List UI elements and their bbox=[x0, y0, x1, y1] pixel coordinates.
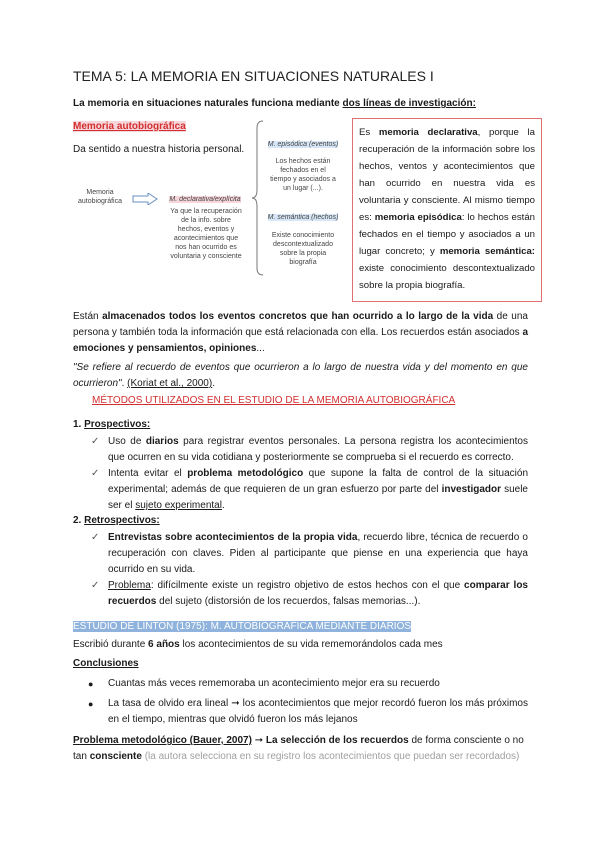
text-segment: dos líneas de investigación: bbox=[342, 98, 476, 109]
text-segment: sujeto experimental bbox=[135, 500, 222, 511]
semantic-label: M. semántica (hechos) bbox=[267, 214, 339, 221]
text-segment: La tasa de olvido era lineal ➞ los acontecimientos que mejor recordó fueron los más próximos en el tiempo, mientras que olvidó fueron los más lejanos bbox=[108, 698, 528, 725]
text-segment: los acontecimientos de su vida rememorándolos cada mes bbox=[179, 639, 443, 650]
text-segment: comparar los recuerdos bbox=[108, 580, 528, 607]
linton-heading: ESTUDIO DE LINTON (1975): M. AUTOBIOGRÁFICA MEDIANTE DIARIOS bbox=[73, 621, 412, 632]
text-segment: investigador bbox=[441, 484, 502, 495]
text-segment: La memoria en situaciones naturales funciona mediante bbox=[73, 98, 343, 109]
text-segment: Escribió durante bbox=[73, 639, 149, 650]
text-segment: 6 años bbox=[148, 639, 180, 650]
checkmark-icon: ✓ bbox=[91, 468, 100, 479]
text-segment: que supone la falta de control de la situación experimental; además de que requieren de un gran esfuerzo por parte del bbox=[108, 468, 529, 495]
checkmark-icon: ✓ bbox=[91, 436, 100, 447]
text-segment: consciente bbox=[89, 751, 142, 762]
text-segment: para registrar eventos personales. La persona registra los acontecimientos que ocurren en su vida cotidiana y posteriormente se comprueba si el recuerdo es correcto. bbox=[108, 436, 528, 463]
text-segment: Problema bbox=[108, 580, 151, 591]
text-segment: , recuerdo libre, técnica de recuerdo o recuperación con claves. Piden al participante que piense en una experiencia que haya ocurrido en su vida. bbox=[108, 532, 528, 575]
text-segment: Es bbox=[359, 127, 379, 138]
episodic-text: Los hechos están fechados en el tiempo y asociados a un lugar (...). bbox=[270, 158, 336, 192]
list-item bbox=[91, 434, 528, 466]
list-item bbox=[91, 578, 528, 610]
text-segment: de forma consciente o no tan bbox=[73, 735, 524, 762]
text-segment: , porque la recuperación de la información sobre los hechos, ventos y acontecimientos que han ocurrido en nuestra vida es voluntaria y consciente. Al mismo tiempo es: bbox=[359, 127, 535, 223]
text-segment: Están bbox=[73, 311, 103, 322]
declarative-memory-box bbox=[352, 118, 542, 302]
text-segment: memoria episódica bbox=[374, 212, 462, 223]
text-segment: del sujeto (distorsión de los recuerdos, falsas memorias...). bbox=[156, 596, 421, 607]
page-title: TEMA 5: LA MEMORIA EN SITUACIONES NATURALES I bbox=[73, 68, 434, 84]
autobio-heading bbox=[73, 119, 186, 135]
list-item bbox=[88, 696, 528, 728]
quote bbox=[73, 360, 528, 392]
text-segment: : difícilmente existe un registro objetivo de estos hechos con el que bbox=[150, 580, 465, 591]
methods-heading: MÉTODOS UTILIZADOS EN EL ESTUDIO DE LA MEMORIA AUTOBIOGRÁFICA bbox=[92, 395, 456, 406]
intro-text bbox=[73, 96, 528, 112]
text-segment: almacenados todos los eventos concretos que han ocurrido a lo largo de la vida bbox=[102, 311, 494, 322]
conclusions-heading: Conclusiones bbox=[73, 658, 139, 669]
declarative-label: M. declarativa/explícita bbox=[169, 196, 241, 203]
list-item bbox=[88, 676, 528, 692]
text-segment: . bbox=[212, 378, 215, 389]
text-segment: ... bbox=[256, 343, 265, 354]
text-segment: La selección de los recuerdos bbox=[265, 735, 409, 746]
text-segment: memoria semántica: bbox=[439, 246, 535, 257]
text-segment: Uso de bbox=[108, 436, 146, 447]
semantic-text: Existe conocimiento descontextualizado sobre la propia biografía bbox=[271, 232, 335, 266]
text-segment: suele ser el bbox=[108, 484, 528, 511]
text-segment: a emociones y pensamientos, opiniones bbox=[73, 327, 528, 354]
bullet-icon: ● bbox=[88, 679, 94, 689]
diagram-root: Memoria autobiográfica bbox=[78, 189, 122, 205]
text-segment: "Se refiere al recuerdo de eventos que ocurrieron a lo largo de nuestra vida y del momento en que ocurrieron" bbox=[73, 362, 528, 389]
text-segment: (Koriat et al., 2000) bbox=[127, 378, 213, 389]
checkmark-icon: ✓ bbox=[91, 580, 100, 591]
list-item bbox=[91, 466, 529, 514]
methodological-problem bbox=[73, 733, 528, 765]
checkmark-icon: ✓ bbox=[91, 532, 100, 543]
prospective-heading: 1. Prospectivos: bbox=[73, 419, 151, 430]
text-segment: Entrevistas sobre acontecimientos de la propia vida bbox=[108, 532, 358, 543]
linton-line bbox=[73, 637, 528, 653]
text-segment: . bbox=[121, 378, 128, 389]
retrospective-heading: 2. Retrospectivos: bbox=[73, 515, 160, 526]
declarative-text: Ya que la recuperación de la info. sobre hechos, eventos y acontecimientos que nos han ocurrido es voluntaria y consciente bbox=[170, 208, 242, 260]
text-segment: problema metodológico bbox=[187, 468, 304, 479]
text-segment: memoria declarativa bbox=[378, 127, 478, 138]
text-segment: . bbox=[221, 500, 225, 511]
autobio-heading-text: Memoria autobiográfica bbox=[73, 121, 186, 132]
text-segment: Intenta evitar el bbox=[108, 468, 188, 479]
stored-events-paragraph bbox=[73, 309, 528, 357]
text-segment: diarios bbox=[145, 436, 179, 447]
text-segment: (la autora selecciona en su registro los acontecimientos que puedan ser recordados) bbox=[141, 751, 520, 762]
autobio-subtitle: Da sentido a nuestra historia personal. bbox=[73, 144, 245, 155]
text-segment: Problema metodológico (Bauer, 2007) bbox=[73, 735, 252, 746]
arrow-right-icon bbox=[132, 193, 158, 205]
text-segment: : lo hechos están fechados en el tiempo y asociados a un lugar concreto; y bbox=[359, 212, 535, 257]
list-item bbox=[91, 530, 528, 578]
text-segment: ➞ bbox=[251, 735, 266, 746]
episodic-label: M. episódica (eventos) bbox=[267, 141, 339, 148]
text-segment: Cuantas más veces rememoraba un acontecimiento mejor era su recuerdo bbox=[108, 678, 440, 689]
text-segment: existe conocimiento descontextualizado sobre la propia biografía. bbox=[359, 263, 535, 291]
bullet-icon: ● bbox=[88, 699, 94, 709]
text-segment: de una persona y también toda la información que está relacionada con ella. Los recuerdos están asociados bbox=[73, 311, 528, 338]
